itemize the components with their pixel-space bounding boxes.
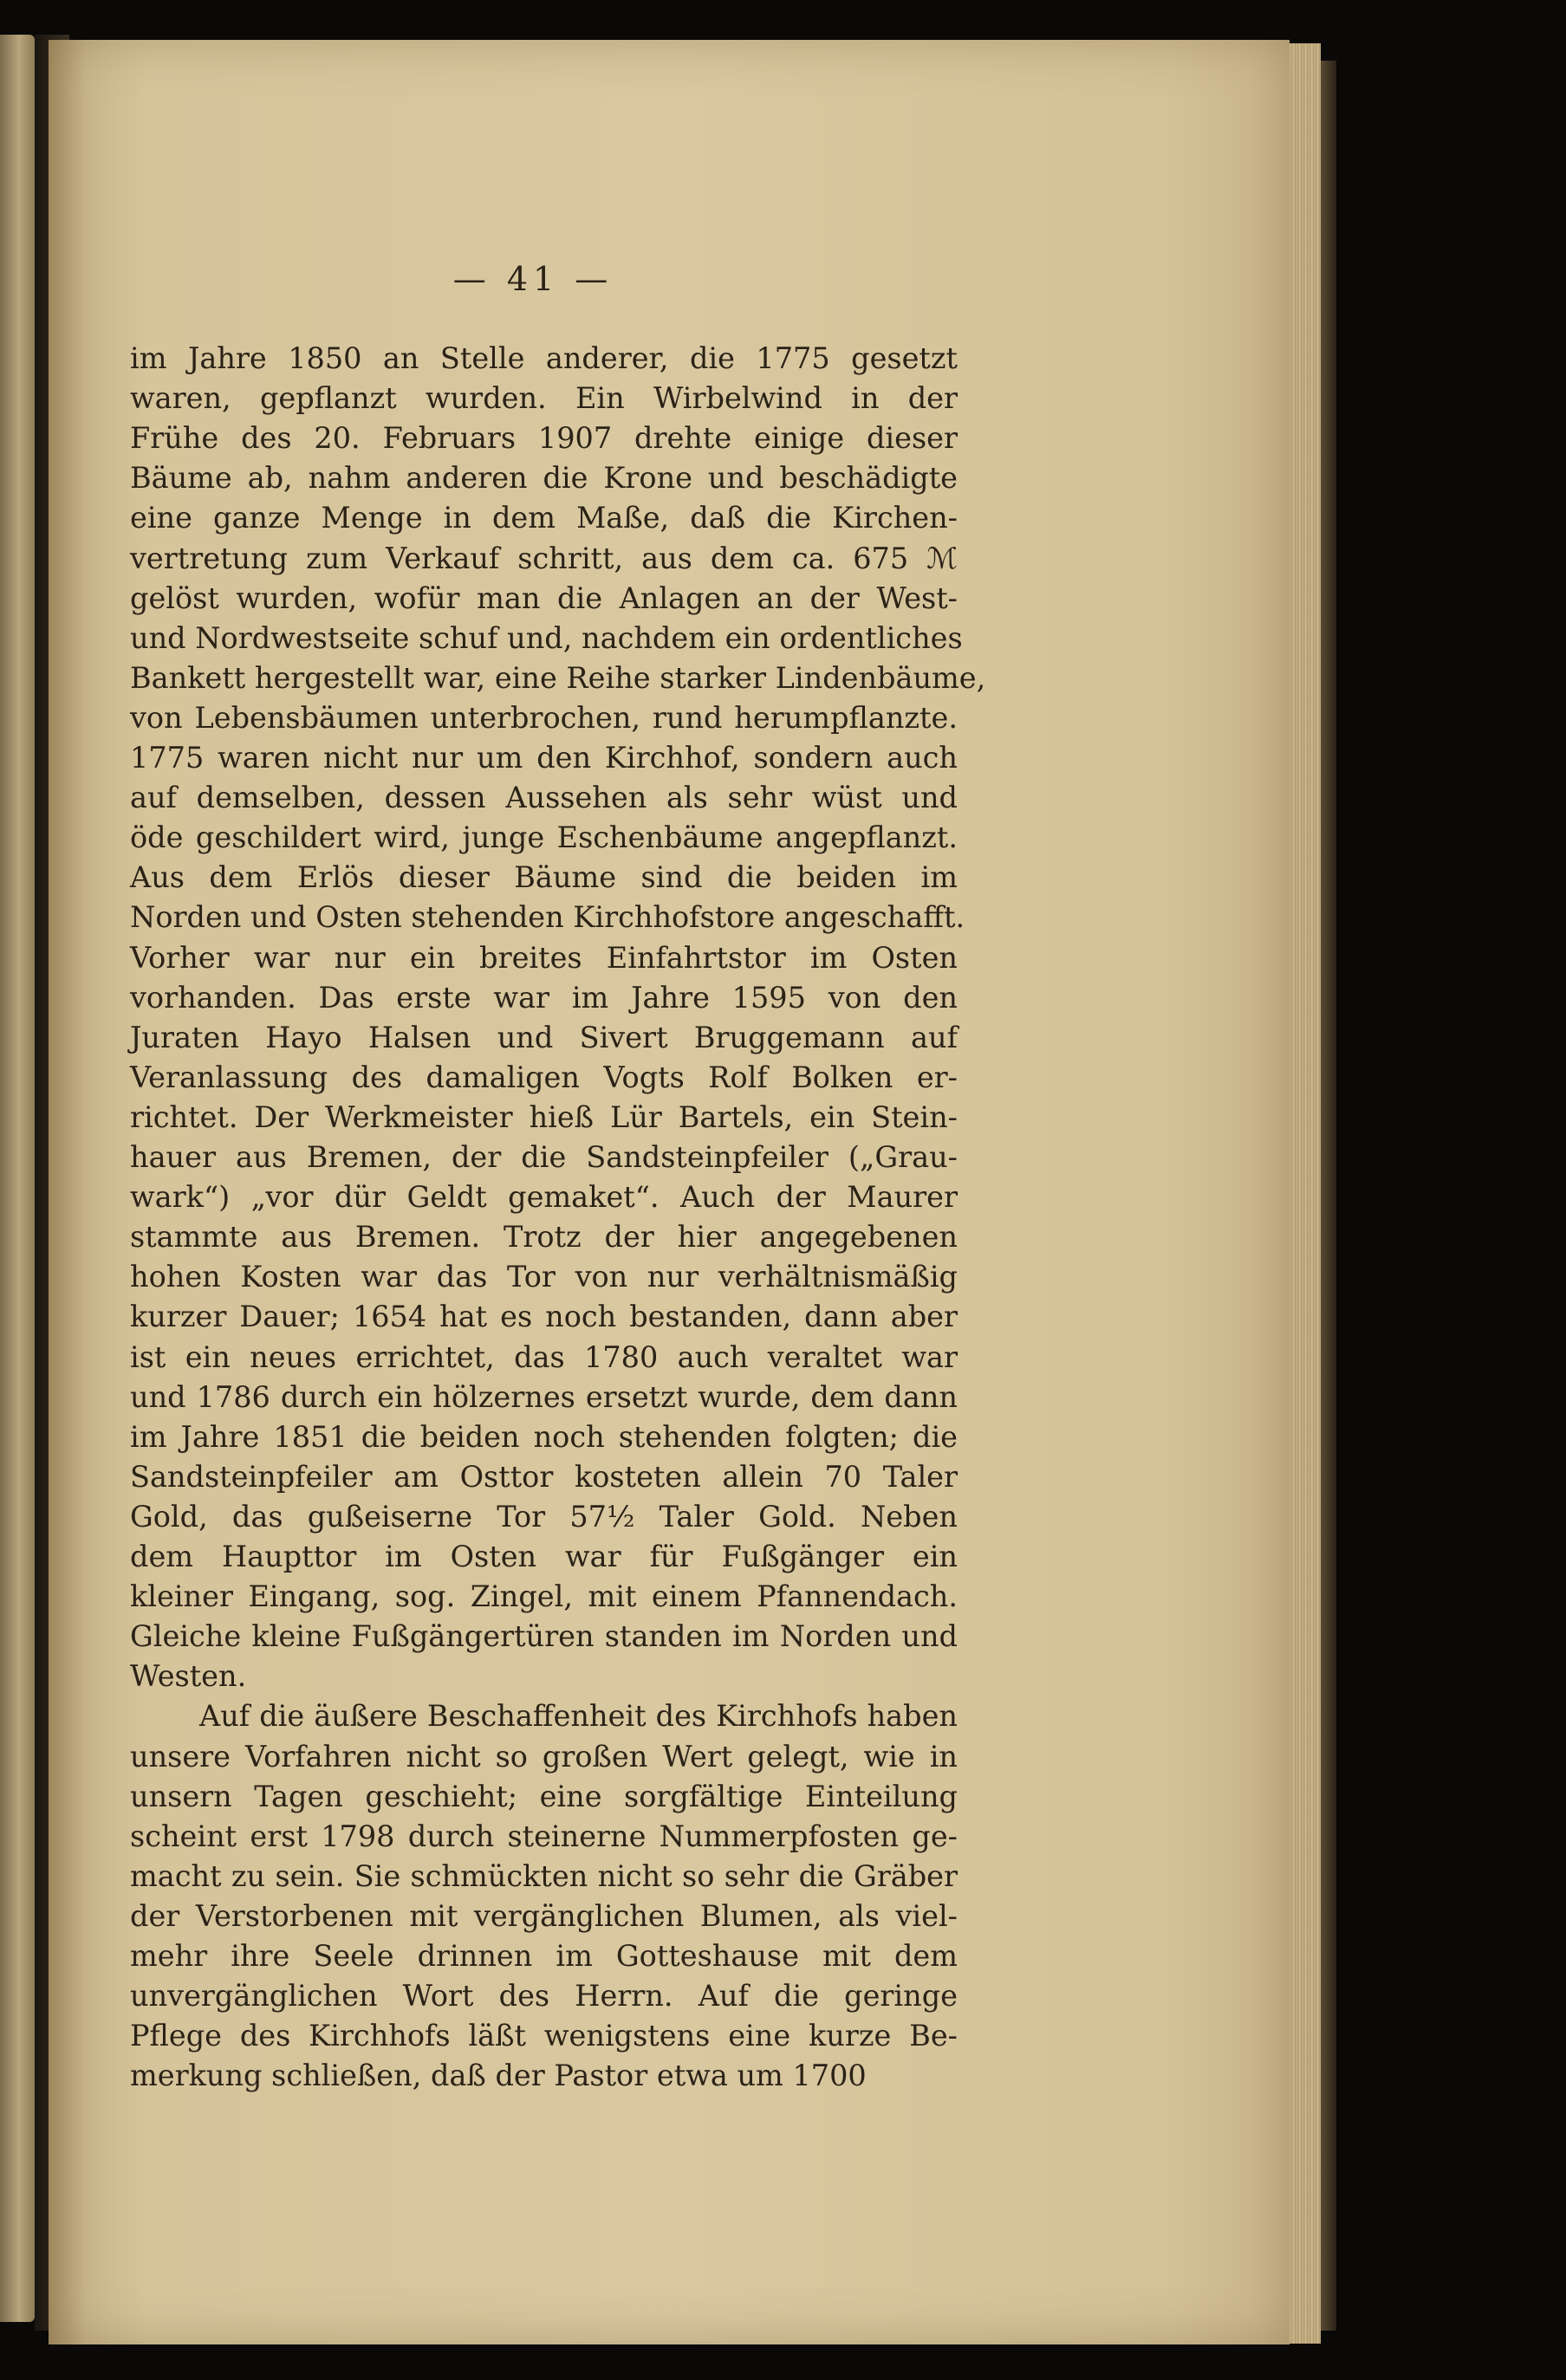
text-line: öde geschildert wird, junge Eschenbäume angepflanzt.: [130, 820, 958, 855]
facing-page-edge: [0, 35, 35, 2322]
text-line: wark“) „vor dür Geldt gemaket“. Auch der Maurer: [130, 1180, 958, 1215]
text-line: im Jahre 1851 die beiden noch stehenden folgten; die: [130, 1419, 958, 1454]
text-line: unvergänglichen Wort des Herrn. Auf die geringe: [130, 1979, 958, 2014]
text-line: im Jahre 1850 an Stelle anderer, die 1775 gesetzt: [130, 341, 958, 375]
text-line: gelöst wurden, wofür man die Anlagen an der West-: [130, 580, 958, 615]
text-line: Bankett hergestellt war, eine Reihe starker Lindenbäume,: [130, 660, 986, 695]
text-line: Pflege des Kirchhofs läßt wenigstens eine kurze Be-: [130, 2019, 958, 2053]
text-line: Bäume ab, nahm anderen die Krone und beschädigte: [130, 461, 958, 496]
text-line: Vorher war nur ein breites Einfahrtstor im Osten: [130, 940, 958, 975]
text-line: scheint erst 1798 durch steinerne Nummerpfosten ge-: [130, 1819, 958, 1853]
page-stack-shadow: [1321, 61, 1336, 2331]
text-line: Frühe des 20. Februars 1907 drehte einige dieser: [130, 421, 958, 456]
text-line: vorhanden. Das erste war im Jahre 1595 von den: [130, 980, 958, 1015]
text-line: Veranlassung des damaligen Vogts Rolf Bolken er-: [130, 1060, 958, 1094]
text-line: auf demselben, dessen Aussehen als sehr wüst und: [130, 781, 958, 815]
text-line: merkung schließen, daß der Pastor etwa um 1700: [130, 2059, 867, 2093]
text-line: Juraten Hayo Halsen und Sivert Bruggemann auf: [130, 1020, 958, 1054]
text-line: Gleiche kleine Fußgängertüren standen im Norden und: [130, 1619, 958, 1654]
page-number: — 41 —: [452, 260, 614, 298]
text-line: ist ein neues errichtet, das 1780 auch veraltet war: [130, 1339, 958, 1374]
text-line: stammte aus Bremen. Trotz der hier angegebenen: [130, 1220, 958, 1255]
text-line: Gold, das gußeiserne Tor 57½ Taler Gold. Neben: [130, 1499, 958, 1534]
text-line: und 1786 durch ein hölzernes ersetzt wurde, dem dann: [130, 1379, 958, 1414]
page-stack-edge: [1290, 43, 1321, 2344]
text-line: eine ganze Menge in dem Maße, daß die Kirchen-: [130, 501, 958, 535]
text-line: Westen.: [130, 1659, 247, 1694]
text-line: macht zu sein. Sie schmückten nicht so sehr die Gräber: [130, 1858, 958, 1893]
text-line: Norden und Osten stehenden Kirchhofstore angeschafft.: [130, 900, 965, 935]
text-line: hauer aus Bremen, der die Sandsteinpfeiler („Grau-: [130, 1140, 958, 1174]
text-line: mehr ihre Seele drinnen im Gotteshause mit dem: [130, 1939, 958, 1973]
text-line: und Nordwestseite schuf und, nachdem ein ordentliches: [130, 620, 963, 655]
text-line: kurzer Dauer; 1654 hat es noch bestanden, dann aber: [130, 1300, 958, 1334]
text-line: Sandsteinpfeiler am Osttor kosteten allein 70 Taler: [130, 1459, 958, 1494]
text-line: kleiner Eingang, sog. Zingel, mit einem Pfannendach.: [130, 1579, 958, 1614]
text-line: vertretung zum Verkauf schritt, aus dem ca. 675 ℳ: [130, 541, 958, 575]
text-line: waren, gepflanzt wurden. Ein Wirbelwind in der: [130, 381, 958, 416]
text-line: unsern Tagen geschieht; eine sorgfältige Einteilung: [130, 1779, 958, 1813]
text-line: von Lebensbäumen unterbrochen, rund herumpflanzte.: [130, 700, 958, 735]
text-line: 1775 waren nicht nur um den Kirchhof, sondern auch: [130, 741, 958, 775]
text-line: Aus dem Erlös dieser Bäume sind die beiden im: [130, 860, 958, 895]
text-line: der Verstorbenen mit vergänglichen Blumen, als viel-: [130, 1898, 958, 1933]
text-line: richtet. Der Werkmeister hieß Lür Bartels, ein Stein-: [130, 1099, 958, 1134]
text-line: Auf die äußere Beschaffenheit des Kirchhofs haben: [199, 1699, 958, 1734]
text-line: unsere Vorfahren nicht so großen Wert gelegt, wie in: [130, 1739, 958, 1774]
text-line: hohen Kosten war das Tor von nur verhältnismäßig: [130, 1260, 958, 1294]
text-line: dem Haupttor im Osten war für Fußgänger ein: [130, 1540, 958, 1573]
